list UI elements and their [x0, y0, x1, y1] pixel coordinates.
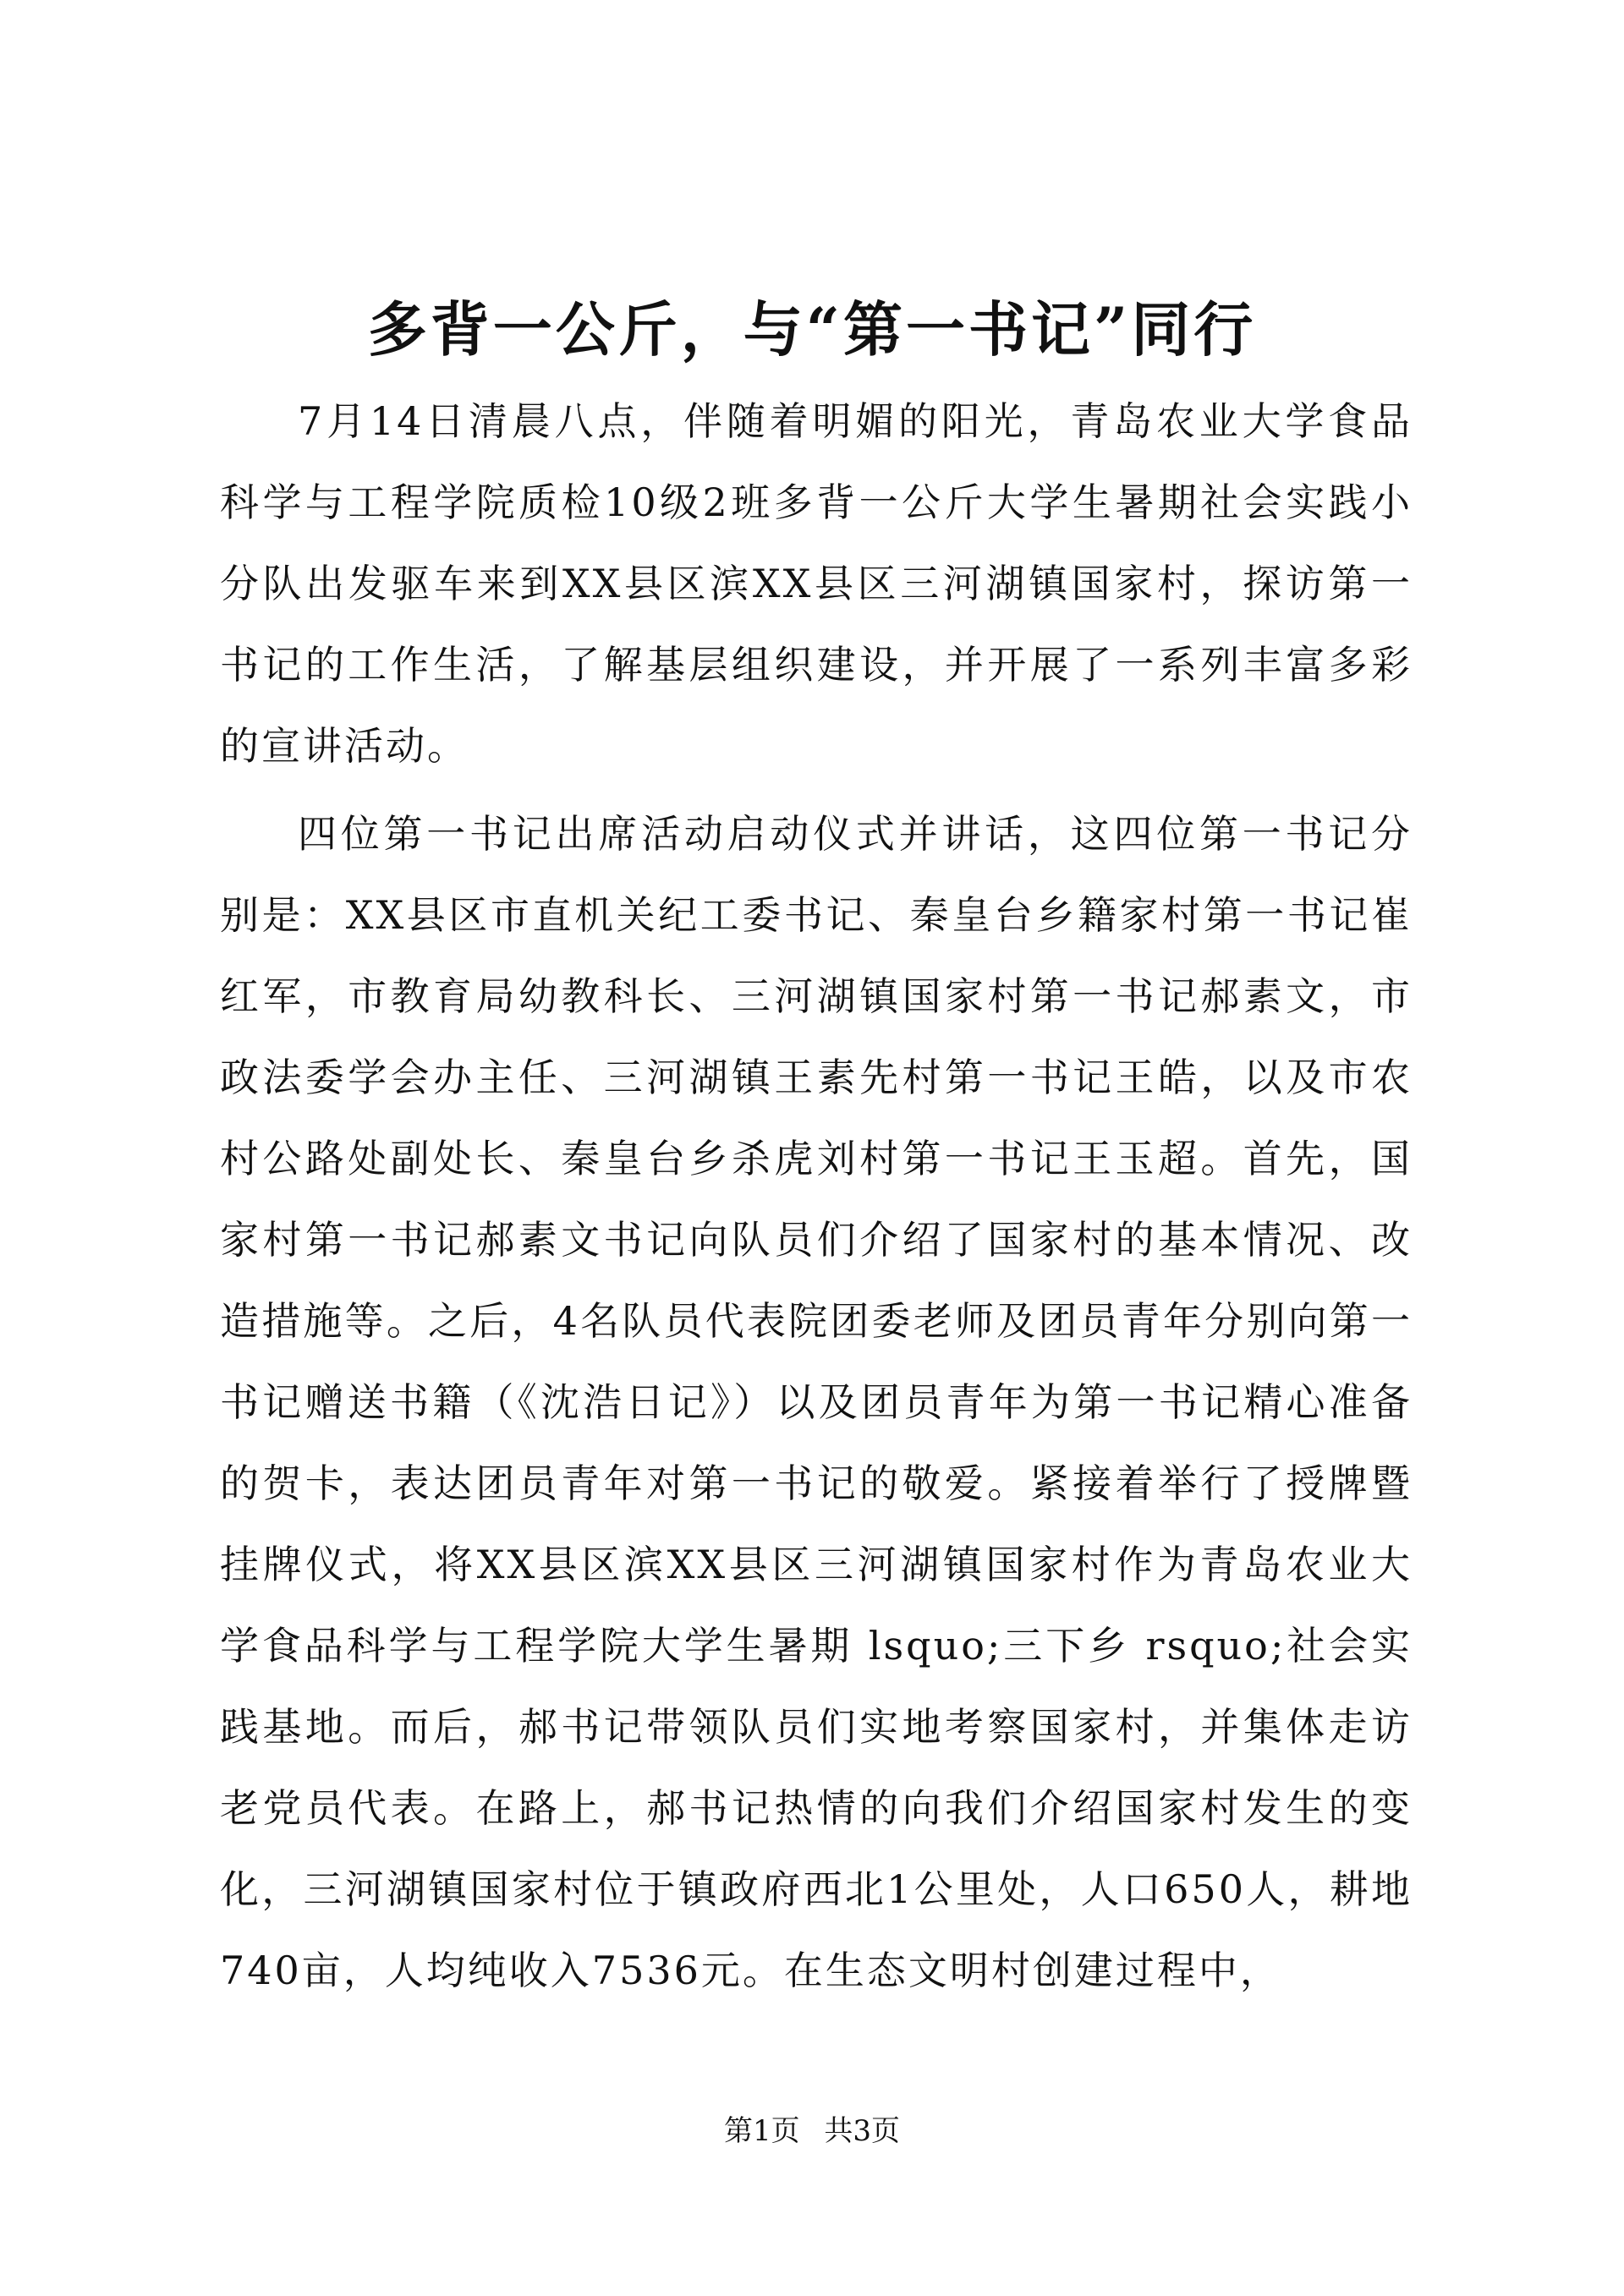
paragraph: 四位第一书记出席活动启动仪式并讲话，这四位第一书记分别是：XX县区市直机关纪工委书记、秦皇台乡籍家村第一书记崔红军，市教育局幼教科长、三河湖镇国家村第一书记郝素文，市政法委学会办主任、三河湖镇王素先村第一书记王皓，以及市农村公路处副处长、秦皇台乡杀虎刘村第一书记王玉超。首先，国家村第一书记郝素文书记向队员们介绍了国家村的基本情况、改造措施等。之后，4名队员代表院团委老师及团员青年分别向第一书记赠送书籍（《沈浩日记》）以及团员青年为第一书记精心准备的贺卡，表达团员青年对第一书记的敬爱。紧接着举行了授牌暨挂牌仪式，将XX县区滨XX县区三河湖镇国家村作为青岛农业大学食品科学与工程学院大学生暑期 lsquo;三下乡 rsquo;社会实践基地。而后，郝书记带领队员们实地考察国家村，并集体走访老党员代表。在路上，郝书记热情的向我们介绍国家村发生的变化，三河湖镇国家村位于镇政府西北1公里处，人口650人，耕地740亩，人均纯收入7536元。在生态文明村创建过程中， [220, 811, 1413, 1993]
page-footer [0, 2110, 1624, 2152]
document-title: 多背一公斤，与“第一书记”同行 [367, 294, 1257, 364]
page-number: 第1页 [723, 2114, 800, 2148]
document-body [220, 381, 1413, 2011]
paragraph: 7月14日清晨八点，伴随着明媚的阳光，青岛农业大学食品科学与工程学院质检10级2班多背一公斤大学生暑期社会实践小分队出发驱车来到XX县区滨XX县区三河湖镇国家村，探访第一书记的工作生活，了解基层组织建设，并开展了一系列丰富多彩的宣讲活动。 [220, 398, 1413, 769]
page-total: 共3页 [824, 2114, 901, 2148]
